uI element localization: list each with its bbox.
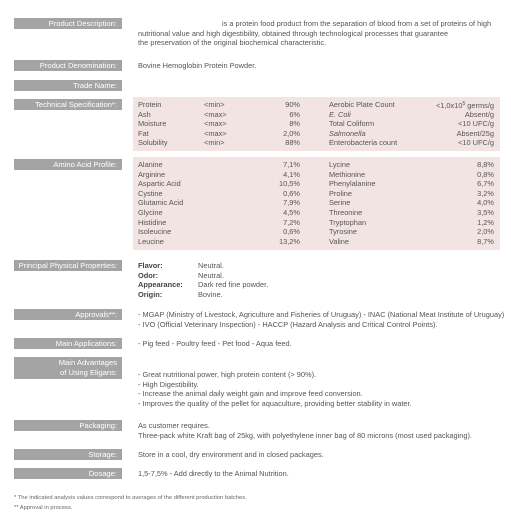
description-line-3: the preservation of the original biochemical characteristic. [138,38,327,48]
advantage-2: - High Digestibility. [138,379,199,389]
amino-name: Alanine [138,160,163,169]
amino-value: 0,8% [477,169,494,179]
amino-name: Histidine [138,217,167,227]
amino-name: Arginine [138,169,166,179]
amino-value: 0,6% [283,227,300,237]
label-approvals: Approvals**: [14,309,122,320]
description-line-1: is a protein food product from the separation of blood from a set of proteins of high [222,19,492,28]
amino-value: 3,5% [477,208,494,217]
spec-condition: <min> [204,138,225,148]
spec-name: Solubility [138,138,168,148]
label-packaging: Packaging: [14,420,122,431]
spec-value: 88% [285,138,300,148]
amino-value: 4,5% [283,208,300,217]
advantage-3: - Increase the animal daily weight gain and improve feed conversion. [138,389,363,399]
amino-name: Serine [329,198,351,208]
label-product-denomination: Product Denomination: [14,60,122,71]
physical-property-value: Neutral. [198,270,224,280]
spec-micro-value: Absent/25g [456,128,494,138]
spec-condition: <max> [204,128,227,138]
amino-value: 2,0% [477,227,494,237]
physical-property-key: Flavor: [138,261,163,270]
amino-name: Tryptophan [329,217,367,227]
spec-condition: <max> [204,119,227,129]
amino-value: 0,6% [283,188,300,198]
physical-property-value: Neutral. [198,261,224,270]
spec-name: Ash [138,109,151,119]
amino-name: Aspartic Acid [138,179,181,189]
packaging-line-2: Three-pack white Kraft bag of 25kg, with polyethylene inner bag of 80 microns (most used packaging). [138,431,472,440]
dosage-value: 1,5-7,5% - Add directly to the Animal Nutrition. [138,469,289,478]
amino-value: 4,0% [477,198,494,208]
physical-property-key: Origin: [138,289,163,299]
spec-condition: <max> [204,109,227,119]
amino-name: Valine [329,236,349,246]
physical-property-key: Odor: [138,270,159,280]
spec-condition: <min> [204,100,225,109]
amino-value: 1,2% [477,217,494,227]
label-physical-properties: Principal Physical Properties: [14,260,122,271]
label-technical-specification: Technical Specification*: [14,99,122,110]
label-storage: Storage: [14,449,122,460]
spec-micro-name: Aerobic Plate Count [329,100,395,109]
spec-name: Protein [138,100,162,109]
spec-micro-value: <10 UFC/g [458,138,494,148]
spec-name: Fat [138,128,149,138]
label-trade-name: Trade Name: [14,80,122,91]
spec-name: Moisture [138,119,167,129]
spec-micro-value-exponent: 5 [462,101,466,107]
spec-micro-name: Salmonella [329,128,366,138]
footnote-approval-in-process: ** Approval in process. [14,505,73,511]
amino-value: 10,5% [279,179,300,189]
amino-value: 13,2% [279,236,300,246]
amino-name: Isoleucine [138,227,172,237]
amino-name: Leucine [138,236,164,246]
spec-micro-value-suffix: germs/g [465,101,494,110]
packaging-line-1: As customer requires. [138,421,210,430]
spec-micro-name: Total Coliform [329,119,375,129]
amino-value: 7,1% [283,160,300,169]
amino-name: Proline [329,188,353,198]
storage-value: Store in a cool, dry environment and in closed packages. [138,450,324,459]
label-dosage: Dosage: [14,468,122,479]
product-denomination-value: Bovine Hemoglobin Protein Powder. [138,61,257,70]
label-amino-acid-profile: Amino Acid Profile: [14,159,122,170]
amino-value: 7,9% [283,198,300,208]
label-main-applications: Main Applications: [14,338,122,349]
amino-value: 3,2% [477,188,494,198]
spec-value: 2,0% [283,128,300,138]
spec-micro-name: E. Coli [329,109,351,119]
approvals-line-1: - MGAP (Ministry of Livestock, Agriculture and Fisheries of Uruguay) - INAC (National Meat Institute of Uruguay) [138,310,505,319]
physical-property-value: Dark red fine powder. [198,280,269,290]
amino-name: Glycine [138,208,163,217]
approvals-line-2: - IVO (Official Veterinary Inspection) - HACCP (Hazard Analysis and Critical Control Points). [138,320,438,329]
label-main-advantages-line-2: of Using Eligans: [60,368,117,377]
amino-name: Threonine [329,208,363,217]
physical-property-key: Appearance: [138,280,183,290]
amino-value: 6,7% [477,179,494,189]
description-line-2: nutritional value and high digestibility, obtained through technological processes that guarantee [138,28,449,38]
advantage-4: - Improves the quality of the pellet for aquaculture, providing better stability in water. [138,398,412,408]
spec-value: 6% [289,109,300,119]
spec-value: 90% [285,100,300,109]
amino-value: 8,8% [477,160,494,169]
advantage-1: - Great nutritional power, high protein content (> 90%). [138,370,317,379]
amino-name: Phenylalanine [329,179,376,189]
spec-micro-value: <10 UFC/g [458,119,494,129]
amino-name: Lycine [329,160,351,169]
spec-micro-name: Enterobacteria count [329,138,398,148]
amino-name: Tyrosine [329,227,357,237]
amino-value: 8,7% [477,236,494,246]
label-product-description: Product Description: [14,18,122,29]
amino-name: Cystine [138,188,163,198]
physical-property-value: Bovine. [198,289,223,299]
label-main-advantages-line-1: Main Advantages [58,358,117,367]
amino-value: 4,1% [283,169,300,179]
spec-value: 8% [289,119,300,129]
amino-name: Methionine [329,169,366,179]
amino-value: 7,2% [283,217,300,227]
footnote-analysis-values: * The indicated analysis values correspond to averages of the different production batches. [14,495,247,501]
label-main-advantages [14,357,122,379]
main-applications-value: - Pig feed - Poultry feed - Pet food - Aqua feed. [138,339,292,348]
spec-micro-value-prefix: <1,0x10 [435,101,463,110]
amino-name: Glutamic Acid [138,198,184,208]
spec-micro-value: Absent/g [464,109,494,119]
